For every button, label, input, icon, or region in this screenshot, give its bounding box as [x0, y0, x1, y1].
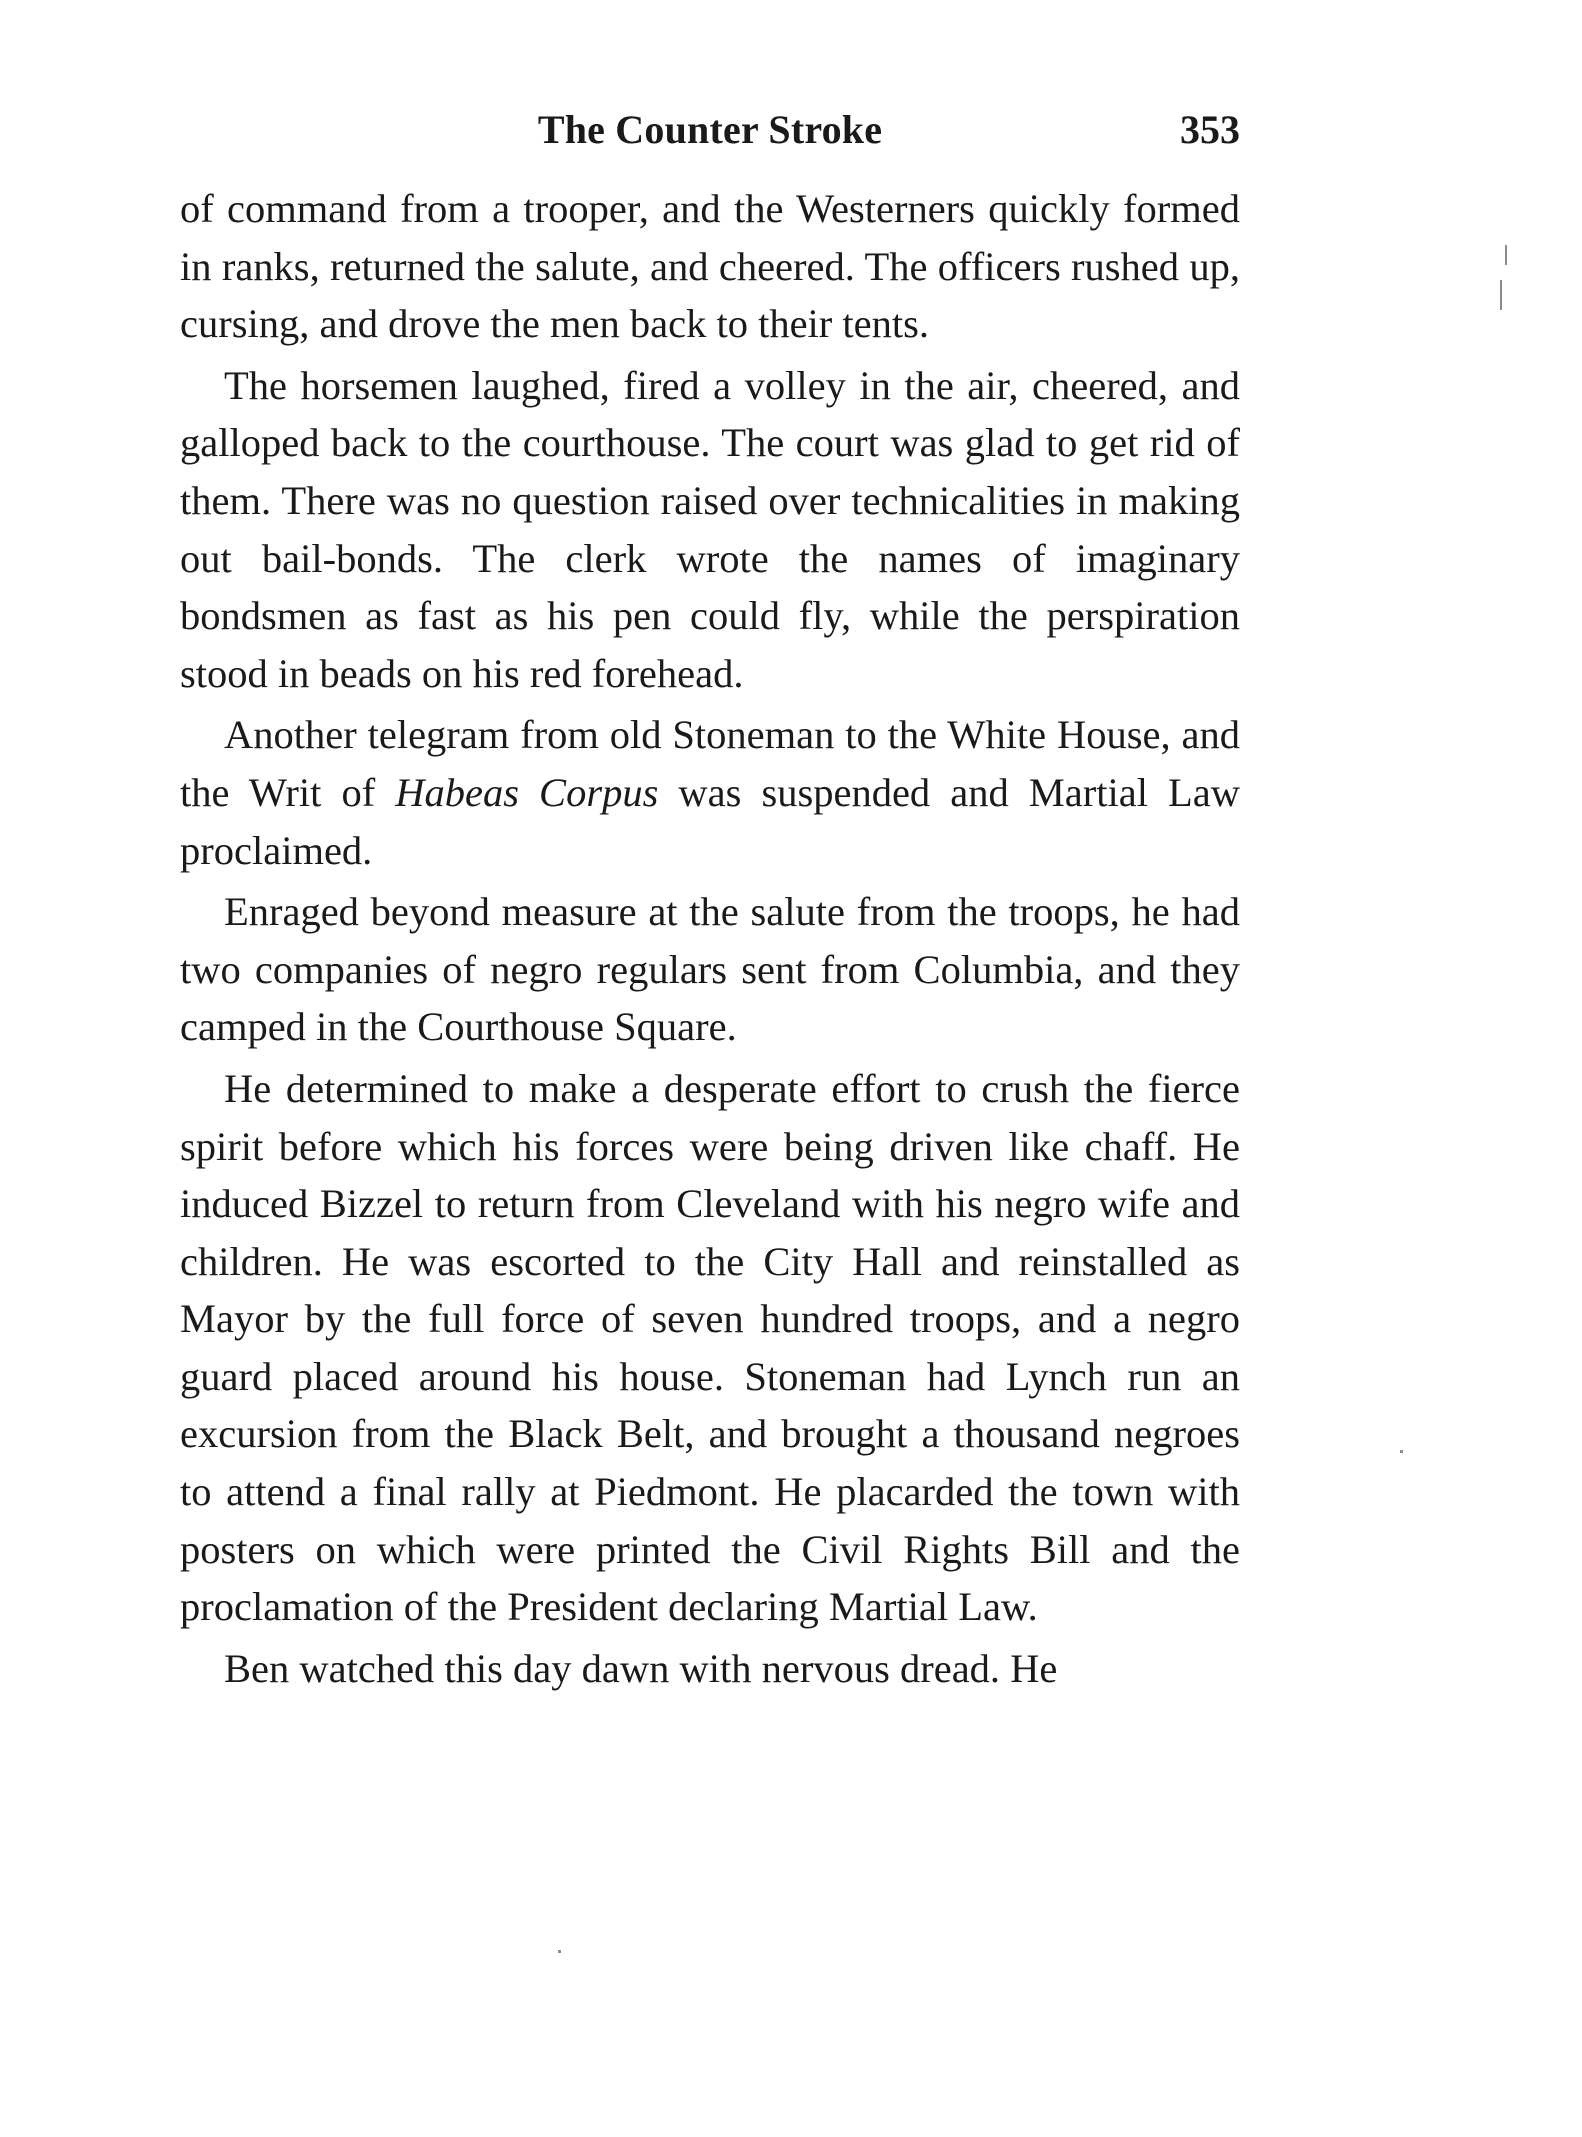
paragraph-1: of command from a trooper, and the Westerners quickly formed in ranks, returned the salute, and cheered. The officers rushed up, cursing, and drove the men back to their tents.: [180, 186, 1240, 347]
scan-speck: [1500, 280, 1502, 310]
body-text: [180, 180, 1240, 1697]
habeas-corpus-italic: Habeas Corpus: [395, 769, 659, 815]
running-title: The Counter Stroke: [537, 107, 883, 152]
running-head: [180, 100, 1240, 160]
scan-speck: [1400, 1450, 1403, 1453]
paragraph-3-text-after: was suspended and Martial Law proclaimed.: [180, 769, 1240, 873]
paragraph-3: [180, 706, 1240, 879]
page-number: 353: [1180, 107, 1240, 152]
scan-speck: [558, 1950, 561, 1953]
paragraph-6: Ben watched this day dawn with nervous dread. He: [224, 1645, 1058, 1691]
paragraph-5: He determined to make a desperate effort to crush the fierce spirit before which his forces were being driven like chaff. He induced Bizzel to return from Cleveland with his negro wife and children. He was escorted to the City Hall and reinstalled as Mayor by the full force of seven hundred troops, and a negro guard placed around his house. Stoneman had Lynch run an excursion from the Black Belt, and brought a thousand negroes to attend a final rally at Piedmont. He placarded the town with posters on which were printed the Civil Rights Bill and the proclamation of the President declaring Martial Law.: [180, 1065, 1240, 1630]
scan-speck: [1505, 245, 1507, 265]
paragraph-3-text-before: Another telegram from old Stoneman to the White House, and the Writ of: [180, 712, 1240, 815]
paragraph-4: Enraged beyond measure at the salute from the troops, he had two companies of negro regulars sent from Columbia, and they camped in the Courthouse Square.: [180, 889, 1240, 1050]
paragraph-2: The horsemen laughed, fired a volley in the air, cheered, and galloped back to the courthouse. The court was glad to get rid of them. There was no question raised over technicalities in making out bail-bonds. The clerk wrote the names of imaginary bondsmen as fast as his pen could fly, while the perspiration stood in beads on his red forehead.: [180, 362, 1240, 696]
